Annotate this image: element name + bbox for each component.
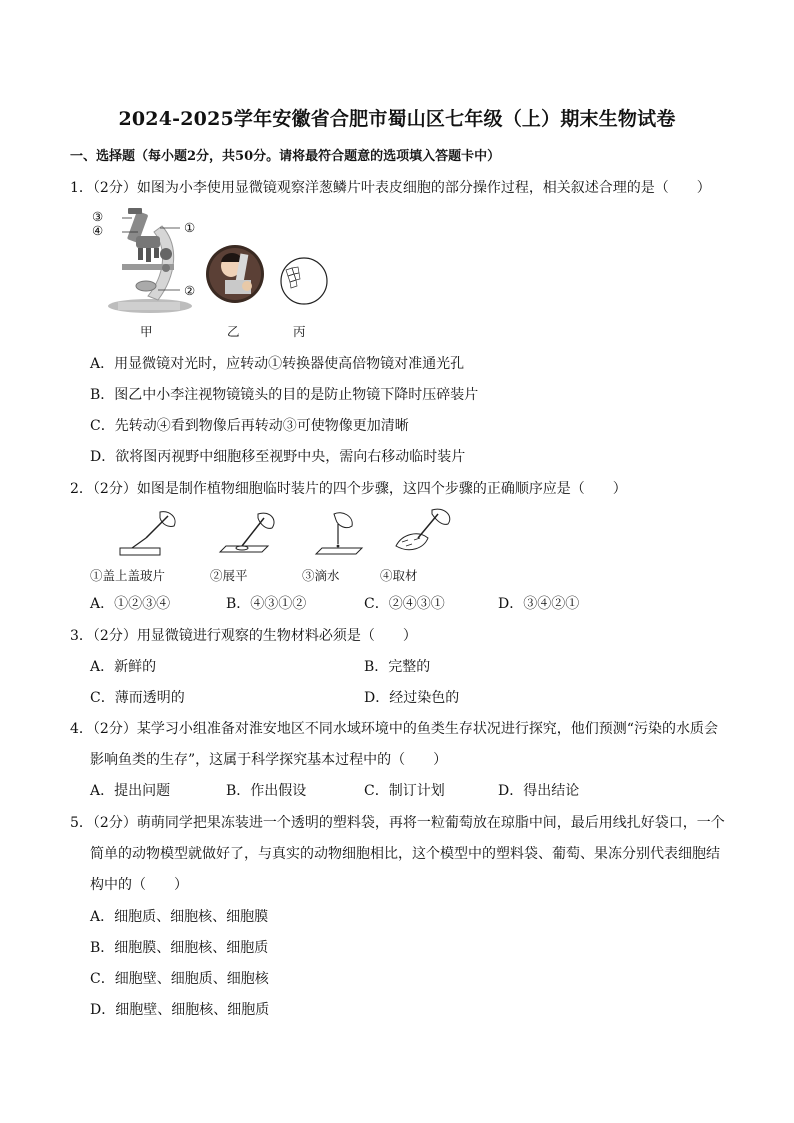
question-3-option-c[interactable]: C．薄而透明的 — [90, 690, 185, 706]
question-3-option-d[interactable]: D．经过染色的 — [364, 690, 460, 706]
marker-4: ④ — [92, 223, 104, 238]
question-2-option-a[interactable]: A．①②③④ — [90, 596, 171, 612]
step-label-2: ②展平 — [210, 568, 248, 583]
question-4-stem-line-1: 4．（2分）某学习小组准备对淮安地区不同水域环境中的鱼类生存状况进行探究，他们预测“污染的水质会 — [70, 721, 718, 737]
student-photo — [205, 244, 265, 304]
question-5-stem-line-3: 构中的（ ） — [90, 877, 188, 893]
marker-1: ① — [184, 220, 196, 235]
question-2-option-b[interactable]: B．④③①② — [226, 596, 307, 612]
figure-label-jia: 甲 — [140, 324, 153, 339]
figure-label-yi: 乙 — [227, 324, 240, 339]
question-3-option-b[interactable]: B．完整的 — [364, 659, 431, 675]
question-5-option-d[interactable]: D．细胞壁、细胞核、细胞质 — [90, 1002, 270, 1018]
question-4-option-a[interactable]: A．提出问题 — [90, 783, 171, 799]
page-title: 2024-2025学年安徽省合肥市蜀山区七年级（上）期末生物试卷 — [118, 108, 676, 130]
step-label-1: ①盖上盖玻片 — [90, 568, 166, 583]
marker-3: ③ — [92, 209, 104, 224]
question-2-option-d[interactable]: D．③④②① — [498, 596, 580, 612]
field-of-view — [279, 256, 329, 306]
question-4-option-b[interactable]: B．作出假设 — [226, 783, 307, 799]
question-1-option-c[interactable]: C．先转动④看到物像后再转动③可使物像更加清晰 — [90, 418, 409, 434]
question-1-option-b[interactable]: B．图乙中小李注视物镜镜头的目的是防止物镜下降时压碎装片 — [90, 387, 479, 403]
question-1-option-d[interactable]: D．欲将图丙视野中细胞移至视野中央，需向右移动临时装片 — [90, 449, 466, 465]
question-4-stem-line-2: 影响鱼类的生存”，这属于科学探究基本过程中的（ ） — [90, 752, 448, 768]
question-1-stem: 1．（2分）如图为小李使用显微镜观察洋葱鳞片叶表皮细胞的部分操作过程，相关叙述合理的是（ ） — [70, 180, 711, 196]
question-5-option-c[interactable]: C．细胞壁、细胞质、细胞核 — [90, 971, 269, 987]
question-1-option-a[interactable]: A．用显微镜对光时，应转动①转换器使高倍物镜对准通光孔 — [90, 356, 465, 372]
step-drip-water-figure — [308, 508, 378, 564]
question-3-stem: 3．（2分）用显微镜进行观察的生物材料必须是（ ） — [70, 628, 417, 644]
step-label-4: ④取材 — [380, 568, 418, 583]
figure-label-bing: 丙 — [293, 324, 306, 339]
question-4-option-c[interactable]: C．制订计划 — [364, 783, 445, 799]
marker-2: ② — [184, 283, 196, 298]
section-heading: 一、选择题（每小题2分，共50分。请将最符合题意的选项填入答题卡中） — [70, 149, 501, 164]
question-5-option-a[interactable]: A．细胞质、细胞核、细胞膜 — [90, 909, 269, 925]
step-label-3: ③滴水 — [302, 568, 340, 583]
question-5-stem-line-2: 简单的动物模型就做好了，与真实的动物细胞相比，这个模型中的塑料袋、葡萄、果冻分别代表细胞结 — [90, 846, 720, 862]
step-take-material-figure — [388, 506, 458, 562]
question-5-option-b[interactable]: B．细胞膜、细胞核、细胞质 — [90, 940, 269, 956]
question-3-option-a[interactable]: A．新鲜的 — [90, 659, 157, 675]
question-2-option-c[interactable]: C．②④③① — [364, 596, 445, 612]
step-flatten-figure — [212, 508, 282, 564]
question-5-stem-line-1: 5．（2分）萌萌同学把果冻装进一个透明的塑料袋，再将一粒葡萄放在琼脂中间，最后用线扎好袋口，一个 — [70, 815, 725, 831]
question-2-stem: 2．（2分）如图是制作植物细胞临时装片的四个步骤，这四个步骤的正确顺序应是（ ） — [70, 481, 627, 497]
step-coverslip-figure — [110, 508, 180, 564]
question-4-option-d[interactable]: D．得出结论 — [498, 783, 580, 799]
